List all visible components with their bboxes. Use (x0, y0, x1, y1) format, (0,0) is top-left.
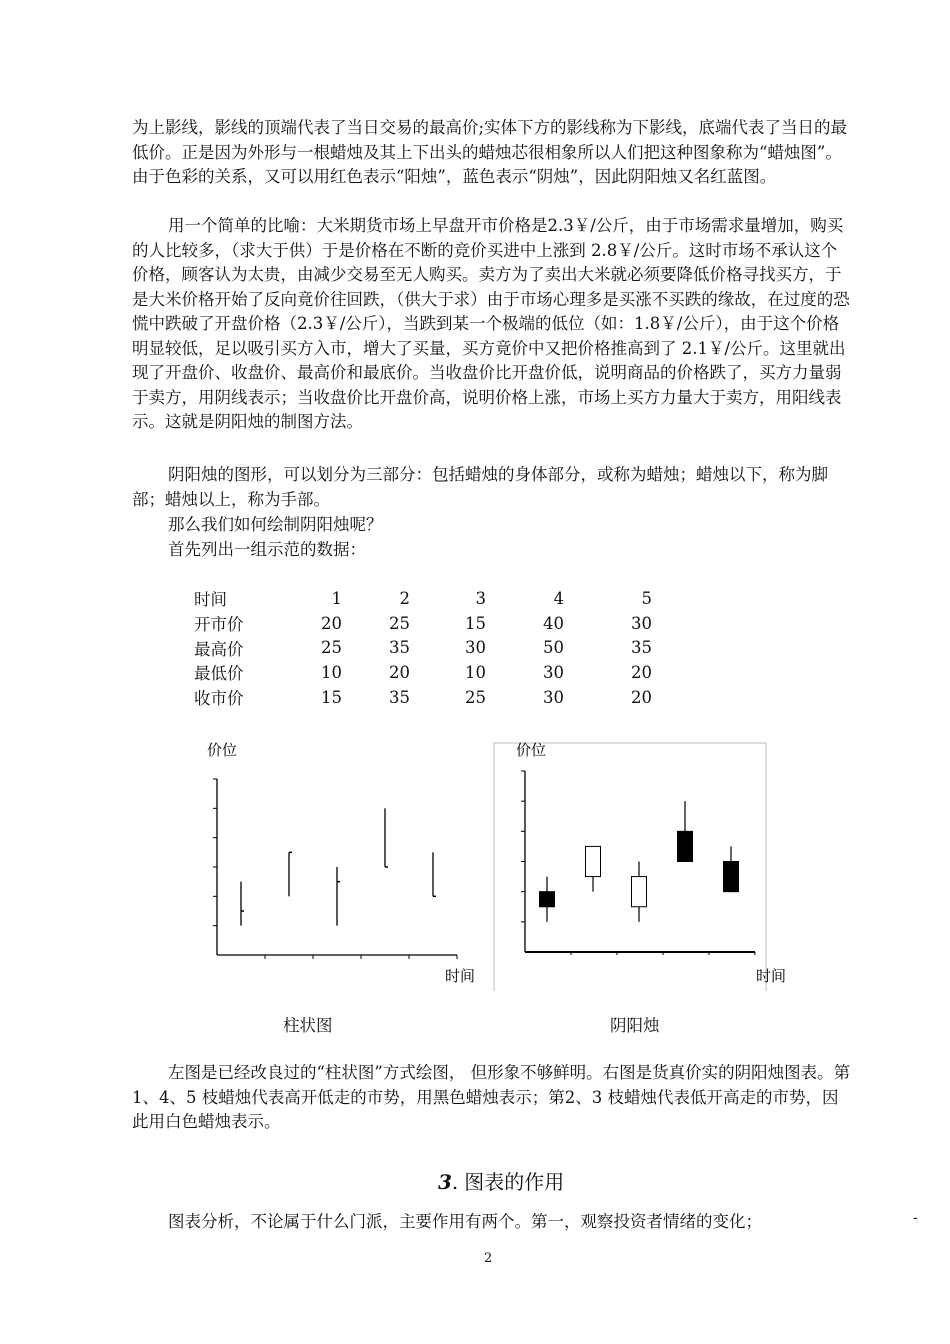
table-cell: 50 (543, 638, 564, 658)
table-cell: 30 (631, 613, 652, 633)
table-cell: 25 (321, 638, 342, 658)
bar-style-chart (195, 735, 495, 995)
paragraph-candle-parts: 阴阳烛的图形，可以划分为三部分：包括蜡烛的身体部分，或称为蜡烛；蜡烛以下，称为脚部；蜡烛以上，称为手部。 (132, 465, 828, 509)
table-cell: 1 (331, 588, 342, 608)
table-row-label: 时间 (194, 590, 227, 610)
table-cell: 10 (321, 662, 342, 682)
x-axis-label: 时间 (445, 967, 476, 985)
candlestick-chart (490, 735, 787, 995)
x-axis-label: 时间 (756, 967, 787, 985)
table-cell: 20 (321, 613, 342, 633)
table-cell: 40 (543, 613, 564, 633)
paragraph-how-to-draw: 那么我们如何绘制阴阳烛呢？ (168, 515, 383, 534)
candlestick-chart-caption: 阴阳烛 (610, 1016, 660, 1035)
table-row (190, 685, 652, 710)
table-cell: 5 (641, 588, 652, 608)
paragraph-sample-data-intro: 首先列出一组示范的数据： (168, 540, 366, 559)
table-cell: 35 (389, 687, 410, 707)
candle-body-black (540, 892, 555, 907)
section-heading (438, 1166, 564, 1195)
table-row-label: 最高价 (194, 639, 244, 659)
section-dot: . (451, 1170, 459, 1194)
table-cell: 25 (465, 687, 486, 707)
table-cell: 3 (475, 588, 486, 608)
table-cell: 35 (389, 638, 410, 658)
table-cell: 2 (399, 588, 410, 608)
paragraph-chart-purpose: 图表分析，不论属于什么门派，主要作用有两个。第一，观察投资者情绪的变化； (168, 1212, 762, 1231)
bar-chart-caption: 柱状图 (283, 1016, 333, 1035)
table-cell: 20 (389, 662, 410, 682)
section-title: 图表的作用 (464, 1170, 565, 1194)
table-cell: 35 (631, 638, 652, 658)
table-row (190, 611, 652, 636)
y-axis-label: 价位 (207, 741, 238, 759)
candle-body-black (678, 831, 693, 861)
section-number: 3 (438, 1170, 452, 1194)
table-cell: 30 (465, 638, 486, 658)
y-axis-label: 价位 (516, 741, 547, 759)
page-number: 2 (484, 1251, 493, 1266)
table-row (190, 660, 652, 685)
candle-body-white (632, 877, 647, 907)
paragraph-rice-analogy: 用一个简单的比喻：大米期货市场上早盘开市价格是2.3￥/公斤，由于市场需求量增加，购买的人比较多，（求大于供）于是价格在不断的竞价买进中上涨到 2.8￥/公斤。这时市场不承认这个价格，顾客认为太贵，由减少交易至无人购买。卖方为了卖出大米就必须要降低价格寻找买方，于是大米价格开始了反向竟价往回跌，（供大于求）由于市场心理多是买涨不买跌的缘故，在过度的恐慌中跌破了开盘价格（2.3￥/公斤），当跌到某一个极端的低位（如：1.8￥/公斤），由于这个价格明显较低，足以吸引买方入市，增大了买量，买方竟价中又把价格推高到了 2.1￥/公斤。这里就出现了开盘价、收盘价、最高价和最底价。当收盘价比开盘价低，说明商品的价格跌了，买方力量弱于卖方，用阴线表示；当收盘价比开盘价高，说明价格上涨，市场上买方力量大于卖方，用阳线表示。这就是阴阳烛的制图方法。 (132, 216, 850, 431)
table-cell: 15 (465, 613, 486, 633)
edge-mark: - (913, 1210, 918, 1226)
table-row-label: 收市价 (194, 689, 244, 709)
table-row-label: 开市价 (194, 615, 244, 635)
candle-body-black (724, 862, 739, 892)
table-cell: 10 (465, 662, 486, 682)
table-cell: 30 (543, 687, 564, 707)
table-cell: 30 (543, 662, 564, 682)
candle-body-white (586, 846, 601, 876)
table-cell: 4 (553, 588, 564, 608)
table-row (190, 586, 652, 611)
paragraph-chart-explanation: 左图是已经改良过的“柱状图”方式绘图， 但形象不够鲜明。右图是货真价实的阴阳烛图表。第 1、4、5 枝蜡烛代表高开低走的市势，用黑色蜡烛表示；第2、3 枝蜡烛代表低开高走的市势，因此用白色蜡烛表示。 (132, 1063, 851, 1131)
table-cell: 25 (389, 613, 410, 633)
sample-data-table (190, 586, 652, 709)
table-row-label: 最低价 (194, 664, 244, 684)
paragraph-candle-shadows: 为上影线，影线的顶端代表了当日交易的最高价;实体下方的影线称为下影线，底端代表了当日的最低价。正是因为外形与一根蜡烛及其上下出头的蜡烛芯很相象所以人们把这种图象称为“蜡烛图”。由于色彩的关系，又可以用红色表示“阳烛”，蓝色表示“阴烛”，因此阴阳烛又名红蓝图。 (132, 118, 848, 186)
table-row (190, 635, 652, 660)
table-cell: 15 (321, 687, 342, 707)
table-cell: 20 (631, 662, 652, 682)
table-cell: 20 (631, 687, 652, 707)
